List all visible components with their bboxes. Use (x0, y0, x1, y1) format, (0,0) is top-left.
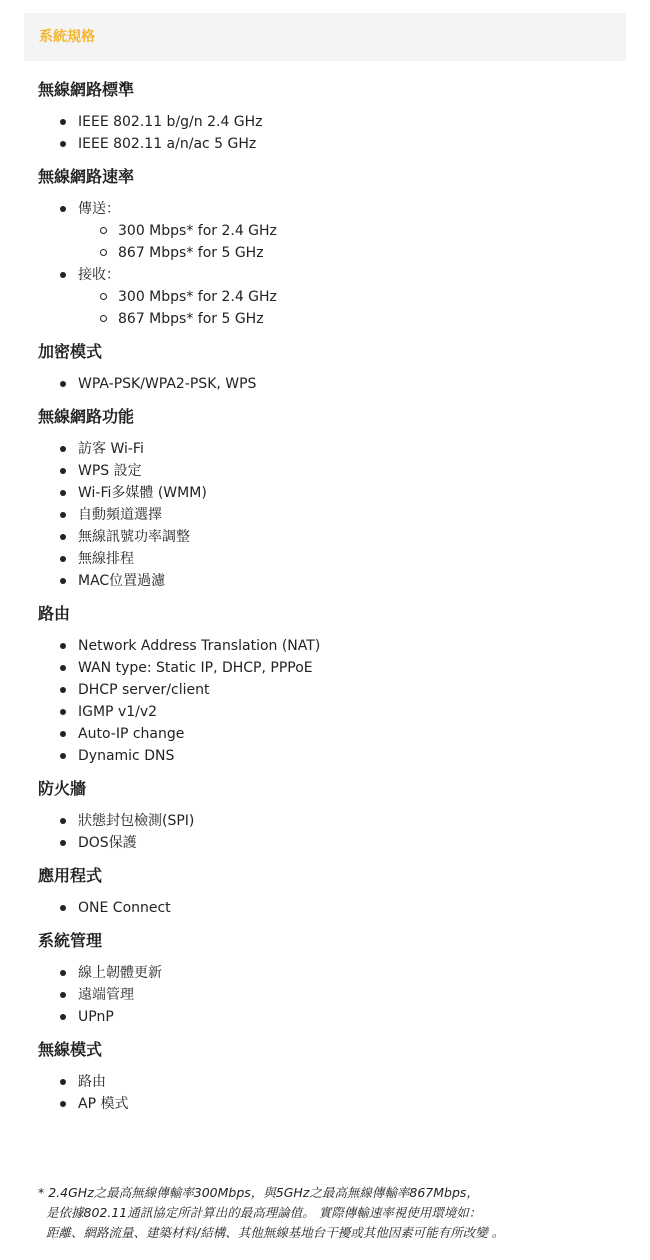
bullet-disc-icon (60, 512, 66, 518)
list-item-text: WPS 設定 (78, 463, 142, 479)
list-item (38, 438, 618, 460)
bullet-disc-icon (60, 709, 66, 715)
sub-list-item-text: 300 Mbps* for 2.4 GHz (118, 223, 277, 239)
list-item-text: Auto-IP change (78, 726, 185, 742)
bullet-disc-icon (60, 970, 66, 976)
list-item-text: IEEE 802.11 b/g/n 2.4 GHz (78, 114, 263, 130)
list-item (38, 111, 618, 133)
bullet-disc-icon (60, 534, 66, 540)
list-item (38, 745, 618, 767)
section-title: 應用程式 (38, 866, 103, 885)
list-item (38, 897, 618, 919)
bullet-disc-icon (60, 1101, 66, 1107)
sub-list-item (78, 286, 618, 308)
list-item-text: 線上韌體更新 (78, 965, 162, 981)
section-title: 無線網路標準 (38, 80, 135, 99)
sub-list (78, 286, 618, 330)
list-item (38, 570, 618, 592)
list-item-text: IEEE 802.11 a/n/ac 5 GHz (78, 136, 257, 152)
list-item-text: Dynamic DNS (78, 748, 175, 764)
bullet-disc-icon (60, 1079, 66, 1085)
spec-list (38, 111, 618, 155)
page-title: 系統規格 (39, 29, 95, 45)
list-item-text: AP 模式 (78, 1096, 129, 1112)
spec-list (38, 373, 618, 395)
list-item (38, 198, 618, 264)
spec-section (38, 927, 618, 1028)
list-item (38, 832, 618, 854)
bullet-disc-icon (60, 992, 66, 998)
spec-list (38, 198, 618, 330)
sub-list-item-text: 867 Mbps* for 5 GHz (118, 245, 264, 261)
bullet-disc-icon (60, 119, 66, 125)
bullet-disc-icon (60, 643, 66, 649)
bullet-disc-icon (60, 206, 66, 212)
bullet-disc-icon (60, 272, 66, 278)
list-item-text: MAC位置過濾 (78, 573, 166, 589)
list-item (38, 548, 618, 570)
list-item-text: 無線訊號功率調整 (78, 529, 190, 545)
list-item (38, 373, 618, 395)
footnote-line-1: * 2.4GHz之最高無線傳輸率300Mbps，與5GHz之最高無線傳輸率867Mbps， (38, 1185, 479, 1200)
sub-list-item (78, 220, 618, 242)
spec-content (38, 76, 618, 1123)
bullet-disc-icon (60, 141, 66, 147)
list-item (38, 526, 618, 548)
list-item (38, 504, 618, 526)
list-item (38, 482, 618, 504)
list-item-text: 自動頻道選擇 (78, 507, 162, 523)
list-item-text: ONE Connect (78, 900, 171, 916)
list-item-text: WAN type: Static IP, DHCP, PPPoE (78, 660, 313, 676)
bullet-disc-icon (60, 840, 66, 846)
section-title: 無線模式 (38, 1040, 103, 1059)
spec-section (38, 775, 618, 854)
sub-list-item-text: 867 Mbps* for 5 GHz (118, 311, 264, 327)
spec-section (38, 1036, 618, 1115)
list-item (38, 1006, 618, 1028)
list-item-text: WPA-PSK/WPA2-PSK, WPS (78, 376, 257, 392)
bullet-disc-icon (60, 731, 66, 737)
footnote (38, 1183, 628, 1243)
footnote-line-2: 是依據802.11通訊協定所計算出的最高理論值。 實際傳輸速率視使用環境如： (46, 1205, 482, 1220)
list-item-text: 無線排程 (78, 551, 134, 567)
spec-list (38, 635, 618, 767)
section-title: 防火牆 (38, 779, 87, 798)
list-item (38, 635, 618, 657)
sub-list (78, 220, 618, 264)
list-item-text: 狀態封包檢測(SPI) (78, 813, 195, 829)
bullet-disc-icon (60, 687, 66, 693)
list-item-text: DOS保護 (78, 835, 137, 851)
list-item (38, 679, 618, 701)
spec-section (38, 163, 618, 330)
list-item (38, 1071, 618, 1093)
bullet-disc-icon (60, 468, 66, 474)
list-item-text: Wi-Fi多媒體 (WMM) (78, 485, 207, 501)
bullet-disc-icon (60, 446, 66, 452)
bullet-circle-icon (100, 315, 107, 322)
section-title: 無線網路功能 (38, 407, 135, 426)
spec-list (38, 1071, 618, 1115)
list-item-text: 遠端管理 (78, 987, 134, 1003)
spec-list (38, 962, 618, 1028)
bullet-disc-icon (60, 1014, 66, 1020)
list-item (38, 657, 618, 679)
sub-list-item (78, 308, 618, 330)
section-title: 加密模式 (38, 342, 103, 361)
list-item (38, 133, 618, 155)
list-item (38, 460, 618, 482)
list-item-text: Network Address Translation (NAT) (78, 638, 321, 654)
bullet-disc-icon (60, 665, 66, 671)
sub-list-item-text: 300 Mbps* for 2.4 GHz (118, 289, 277, 305)
bullet-disc-icon (60, 556, 66, 562)
bullet-disc-icon (60, 818, 66, 824)
spec-section (38, 600, 618, 767)
section-title: 系統管理 (38, 931, 103, 950)
bullet-disc-icon (60, 753, 66, 759)
spec-section (38, 862, 618, 919)
bullet-circle-icon (100, 249, 107, 256)
bullet-disc-icon (60, 905, 66, 911)
bullet-disc-icon (60, 578, 66, 584)
spec-list (38, 810, 618, 854)
spec-header-bar (24, 13, 626, 61)
list-item-text: 路由 (78, 1074, 106, 1090)
section-title: 無線網路速率 (38, 167, 135, 186)
list-item (38, 984, 618, 1006)
list-item-text: UPnP (78, 1009, 114, 1025)
list-item (38, 962, 618, 984)
list-item-text: 接收： (78, 267, 120, 283)
bullet-disc-icon (60, 490, 66, 496)
spec-list (38, 897, 618, 919)
bullet-circle-icon (100, 227, 107, 234)
list-item (38, 1093, 618, 1115)
bullet-circle-icon (100, 293, 107, 300)
list-item-text: 訪客 Wi-Fi (78, 441, 144, 457)
spec-section (38, 76, 618, 155)
spec-section (38, 403, 618, 592)
sub-list-item (78, 242, 618, 264)
list-item (38, 701, 618, 723)
section-title: 路由 (38, 604, 71, 623)
footnote-line-3: 距離、網路流量、建築材料/結構、其他無線基地台干擾或其他因素可能有所改變 。 (46, 1225, 505, 1240)
spec-section (38, 338, 618, 395)
bullet-disc-icon (60, 381, 66, 387)
list-item (38, 264, 618, 330)
list-item-text: IGMP v1/v2 (78, 704, 158, 720)
list-item-text: DHCP server/client (78, 682, 210, 698)
spec-list (38, 438, 618, 592)
list-item (38, 723, 618, 745)
list-item-text: 傳送： (78, 201, 120, 217)
list-item (38, 810, 618, 832)
